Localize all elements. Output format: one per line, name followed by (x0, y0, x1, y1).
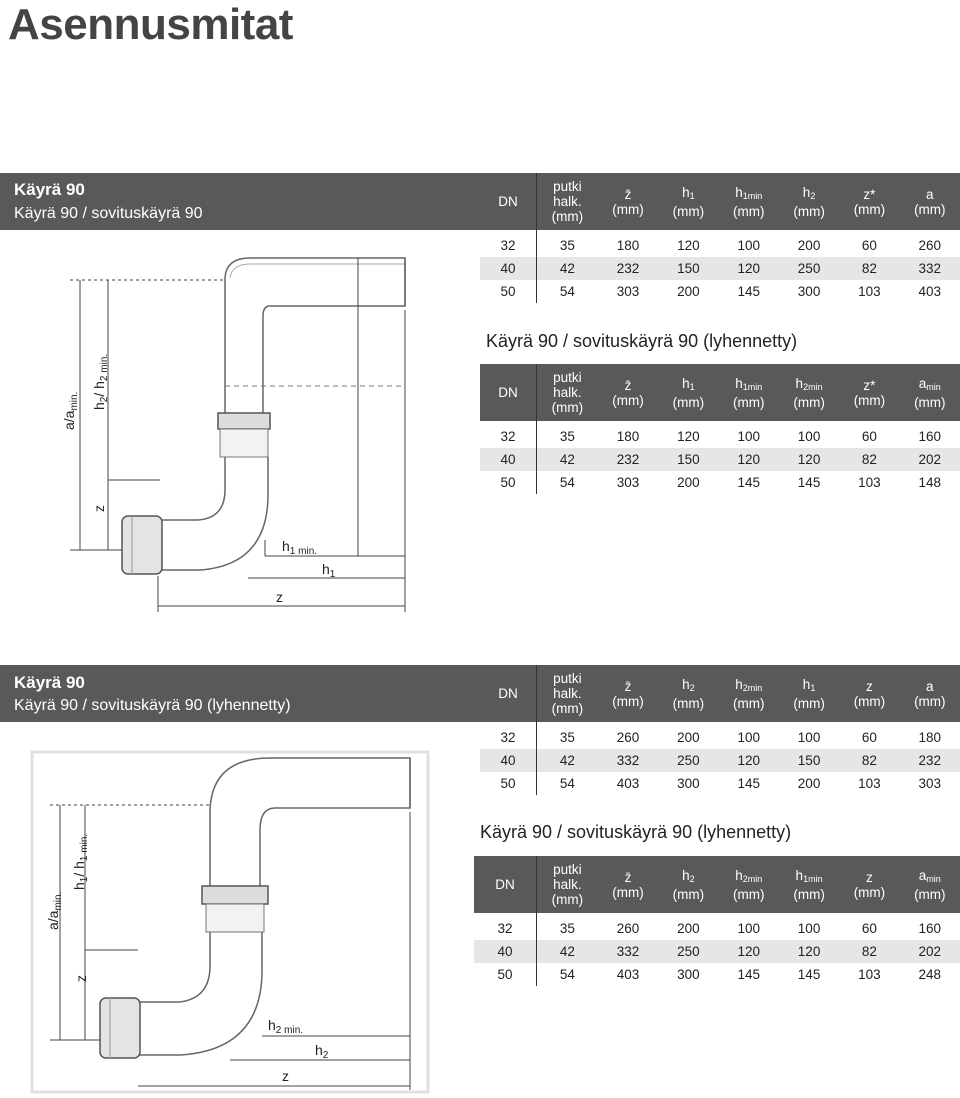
table-cell: 100 (737, 429, 760, 444)
header-line-2: $h_{2min}$ (795, 375, 823, 392)
column-header (779, 173, 839, 230)
z-bottom-label-2: z (282, 1068, 289, 1084)
table-cell: 54 (559, 967, 575, 982)
table-cell: 200 (797, 238, 821, 253)
header-line-3: (mm) (914, 201, 946, 217)
table-cell: 120 (677, 429, 700, 444)
pipe-bend-diagram-2 (30, 750, 430, 1095)
table-cell: 180 (616, 238, 640, 253)
table-cell: 50 (474, 963, 537, 986)
column-header (719, 665, 779, 722)
column-header (658, 665, 718, 722)
table-cell: 300 (797, 284, 821, 299)
z-bottom-label: z (276, 589, 283, 605)
pipe-bend-diagram-1 (60, 240, 420, 630)
header-line-3: (mm) (551, 892, 584, 907)
table-cell: 232 (598, 257, 658, 280)
table-cell: 82 (839, 940, 899, 963)
table-header-row (480, 173, 960, 230)
header-line-3: (mm) (672, 695, 705, 711)
h2min-label: $h_{2 min.}$ (268, 1017, 304, 1036)
column-header (779, 364, 839, 421)
table-cell: 148 (918, 475, 942, 490)
header-line-3: (mm) (853, 392, 886, 408)
table-row (480, 471, 960, 494)
table-cell: 82 (839, 749, 899, 772)
table-row (474, 940, 960, 963)
header-line-3: (mm) (793, 203, 825, 219)
table-cell: 82 (839, 257, 899, 280)
header-line-2: DN (498, 686, 518, 701)
table-cell: 332 (598, 940, 658, 963)
table-header-row (480, 665, 960, 722)
table-cell: 150 (779, 749, 839, 772)
table-cell: 145 (737, 776, 760, 791)
table-cell: 120 (677, 238, 700, 253)
column-header (900, 856, 960, 913)
column-header (900, 173, 960, 230)
header-line-2: z* (863, 377, 876, 393)
z-left-label-2: z (73, 975, 89, 982)
table-row (474, 913, 960, 940)
table-section2 (480, 364, 960, 494)
h2-label: $h_2$ (315, 1042, 329, 1061)
table-row (480, 230, 960, 257)
table-cell: 200 (677, 284, 700, 299)
section3-title: Käyrä 90 (14, 673, 85, 692)
table-cell: 32 (474, 913, 537, 940)
column-header (719, 364, 779, 421)
table-cell: 160 (918, 921, 942, 936)
table-cell: 300 (677, 776, 700, 791)
header-line-2: z̄ (624, 869, 632, 885)
table-cell: 120 (719, 749, 779, 772)
table-cell: 260 (616, 921, 640, 936)
header-line-2: halk. (553, 877, 582, 892)
table-section4 (474, 856, 960, 986)
header-line-2: z* (863, 186, 876, 202)
table-cell: 202 (900, 940, 960, 963)
table-cell: 54 (559, 475, 575, 490)
table-cell: 32 (480, 722, 537, 749)
column-header (839, 364, 899, 421)
header-line-3: (mm) (853, 693, 886, 709)
header-line-2: $h_1$ (802, 676, 816, 693)
table-cell: 100 (797, 429, 821, 444)
header-line-3: (mm) (732, 394, 765, 410)
h2-dimension-label: $h_2/$ $h_{2 min.}$ (91, 353, 110, 410)
column-header (537, 364, 598, 421)
table-cell: 40 (480, 257, 537, 280)
table-cell: 60 (861, 921, 877, 936)
header-line-2: z̄ (624, 186, 632, 202)
table-cell: 260 (918, 238, 942, 253)
header-line-2: $a_{min}$ (918, 375, 941, 392)
header-line-3: (mm) (551, 209, 584, 224)
table-cell: 54 (559, 284, 575, 299)
table-cell: 250 (658, 749, 718, 772)
header-line-3: (mm) (732, 695, 765, 711)
table-cell: 54 (559, 776, 575, 791)
column-header (839, 856, 899, 913)
header-line-2: z̄ (624, 678, 632, 694)
table-cell: 82 (839, 448, 899, 471)
table-cell: 250 (779, 257, 839, 280)
table-cell: 60 (861, 429, 877, 444)
column-header (598, 364, 658, 421)
header-line-3: (mm) (914, 394, 946, 410)
column-header (480, 665, 537, 722)
header-line-3: (mm) (551, 701, 584, 716)
table-cell: 200 (677, 921, 700, 936)
table-cell: 100 (737, 921, 760, 936)
table-cell: 120 (719, 940, 779, 963)
table-cell: 60 (861, 238, 877, 253)
header-line-1: putki (553, 179, 582, 194)
table-section1 (480, 173, 960, 303)
column-header (839, 173, 899, 230)
column-header (658, 364, 718, 421)
table-cell: 160 (918, 429, 942, 444)
header-line-3: (mm) (612, 201, 644, 217)
table-cell: 180 (616, 429, 640, 444)
header-line-2: $h_2$ (682, 867, 695, 884)
header-line-3: (mm) (732, 886, 765, 902)
table-cell: 303 (616, 284, 640, 299)
table-cell: 40 (480, 749, 537, 772)
header-line-2: a (926, 186, 934, 202)
column-header (658, 173, 718, 230)
table-cell: 303 (918, 776, 942, 791)
header-line-3: (mm) (853, 884, 886, 900)
table-row (480, 280, 960, 303)
table-cell: 232 (598, 448, 658, 471)
header-line-3: (mm) (672, 203, 705, 219)
section1-title: Käyrä 90 (14, 180, 85, 199)
table-cell: 200 (677, 475, 700, 490)
header-line-3: (mm) (793, 695, 825, 711)
table-cell: 332 (598, 749, 658, 772)
table-cell: 202 (900, 448, 960, 471)
header-line-2: $h_1$ (682, 184, 695, 201)
table-cell: 332 (900, 257, 960, 280)
column-header (719, 856, 779, 913)
column-header (537, 856, 598, 913)
h1-dimension-label-2: $h_1/$ $h_{1 min.}$ (71, 833, 90, 890)
section1-subtitle: Käyrä 90 / sovituskäyrä 90 (14, 205, 203, 222)
header-line-2: z̄ (624, 377, 632, 393)
table-cell: 50 (480, 471, 537, 494)
column-header (779, 665, 839, 722)
column-header (719, 173, 779, 230)
table-row (480, 749, 960, 772)
column-header (839, 665, 899, 722)
table-cell: 100 (737, 238, 760, 253)
table-cell: 303 (616, 475, 640, 490)
header-line-2: DN (495, 877, 515, 892)
column-header (779, 856, 839, 913)
table-header-row (480, 364, 960, 421)
header-line-3: (mm) (853, 201, 886, 217)
header-line-3: (mm) (551, 400, 584, 415)
table-cell: 60 (861, 730, 877, 745)
header-line-2: halk. (553, 686, 582, 701)
table-cell: 100 (797, 730, 821, 745)
column-header (900, 364, 960, 421)
header-line-2: halk. (553, 194, 582, 209)
table-cell: 403 (616, 967, 640, 982)
a-dimension-label: $a/a_{min.}$ (61, 391, 80, 430)
header-line-1: putki (553, 671, 582, 686)
section3-subtitle: Käyrä 90 / sovituskäyrä 90 (lyhennetty) (14, 697, 291, 714)
table-cell: 145 (797, 475, 821, 490)
table-header-row (474, 856, 960, 913)
header-line-1: putki (553, 370, 582, 385)
table-cell: 42 (537, 448, 598, 471)
table-cell: 50 (480, 280, 537, 303)
table-row (480, 448, 960, 471)
table-cell: 145 (737, 284, 760, 299)
column-header (480, 364, 537, 421)
column-header (480, 173, 537, 230)
header-line-2: $h_2$ (682, 676, 695, 693)
table-cell: 145 (737, 967, 760, 982)
column-header (900, 665, 960, 722)
table-cell: 145 (737, 475, 760, 490)
table-cell: 35 (559, 238, 575, 253)
table-cell: 40 (474, 940, 537, 963)
table-cell: 42 (537, 940, 598, 963)
table-cell: 300 (677, 967, 700, 982)
header-line-2: $h_{1min}$ (795, 867, 823, 884)
table-row (480, 421, 960, 448)
table-row (480, 257, 960, 280)
header-line-1: putki (553, 862, 582, 877)
header-line-2: a (926, 678, 934, 694)
header-line-3: (mm) (914, 886, 946, 902)
table-cell: 232 (900, 749, 960, 772)
table-cell: 42 (537, 749, 598, 772)
table-cell: 100 (737, 730, 760, 745)
table-cell: 35 (559, 429, 575, 444)
column-header (598, 856, 658, 913)
column-header (598, 173, 658, 230)
table-cell: 120 (719, 257, 779, 280)
z-left-label: z (91, 505, 107, 512)
table-cell: 120 (719, 448, 779, 471)
header-line-2: $a_{min}$ (918, 867, 941, 884)
section2-subtitle: Käyrä 90 / sovituskäyrä 90 (lyhennetty) (486, 331, 798, 351)
table-row (480, 722, 960, 749)
header-line-2: $h_1$ (682, 375, 695, 392)
h1min-label: $h_{1 min.}$ (282, 538, 318, 557)
table-cell: 145 (797, 967, 821, 982)
header-line-3: (mm) (672, 394, 705, 410)
table-cell: 103 (858, 776, 881, 791)
table-cell: 40 (480, 448, 537, 471)
table-cell: 260 (616, 730, 640, 745)
column-header (474, 856, 537, 913)
header-line-2: $h_2$ (802, 184, 816, 201)
column-header (598, 665, 658, 722)
table-cell: 100 (797, 921, 821, 936)
table-cell: 180 (918, 730, 942, 745)
header-line-3: (mm) (612, 884, 644, 900)
header-line-2: $h_{1min}$ (735, 375, 763, 392)
column-header (537, 173, 598, 230)
header-line-3: (mm) (793, 886, 825, 902)
page-title: Asennusmitat (8, 0, 293, 49)
table-cell: 200 (677, 730, 700, 745)
header-line-3: (mm) (914, 693, 946, 709)
header-line-2: halk. (553, 385, 582, 400)
table-cell: 150 (658, 448, 718, 471)
section4-subtitle: Käyrä 90 / sovituskäyrä 90 (lyhennetty) (480, 822, 792, 842)
table-cell: 103 (858, 284, 881, 299)
h1-label: $h_1$ (322, 561, 336, 580)
table-cell: 32 (480, 421, 537, 448)
column-header (658, 856, 718, 913)
table-cell: 32 (480, 230, 537, 257)
table-row (474, 963, 960, 986)
table-cell: 150 (658, 257, 718, 280)
table-cell: 35 (559, 921, 575, 936)
header-line-2: $h_{2min}$ (735, 676, 763, 693)
a-dimension-label-2: $a/a_{min.}$ (45, 891, 64, 930)
header-line-3: (mm) (793, 394, 825, 410)
table-cell: 200 (797, 776, 821, 791)
header-line-3: (mm) (612, 693, 644, 709)
table-cell: 103 (858, 967, 881, 982)
table-section3 (480, 665, 960, 795)
header-line-2: z (866, 869, 873, 885)
header-line-3: (mm) (672, 886, 705, 902)
header-line-2: z (866, 678, 873, 694)
table-cell: 120 (779, 940, 839, 963)
header-line-2: $h_{1min}$ (735, 184, 763, 201)
table-cell: 403 (616, 776, 640, 791)
table-cell: 250 (658, 940, 718, 963)
header-line-2: $h_{2min}$ (735, 867, 763, 884)
table-cell: 103 (858, 475, 881, 490)
table-cell: 42 (537, 257, 598, 280)
table-cell: 248 (918, 967, 942, 982)
column-header (537, 665, 598, 722)
header-line-2: DN (498, 194, 518, 209)
table-cell: 403 (918, 284, 942, 299)
table-row (480, 772, 960, 795)
header-line-3: (mm) (732, 203, 765, 219)
table-cell: 50 (480, 772, 537, 795)
table-cell: 35 (559, 730, 575, 745)
table-cell: 120 (779, 448, 839, 471)
header-line-3: (mm) (612, 392, 644, 408)
header-line-2: DN (498, 385, 518, 400)
